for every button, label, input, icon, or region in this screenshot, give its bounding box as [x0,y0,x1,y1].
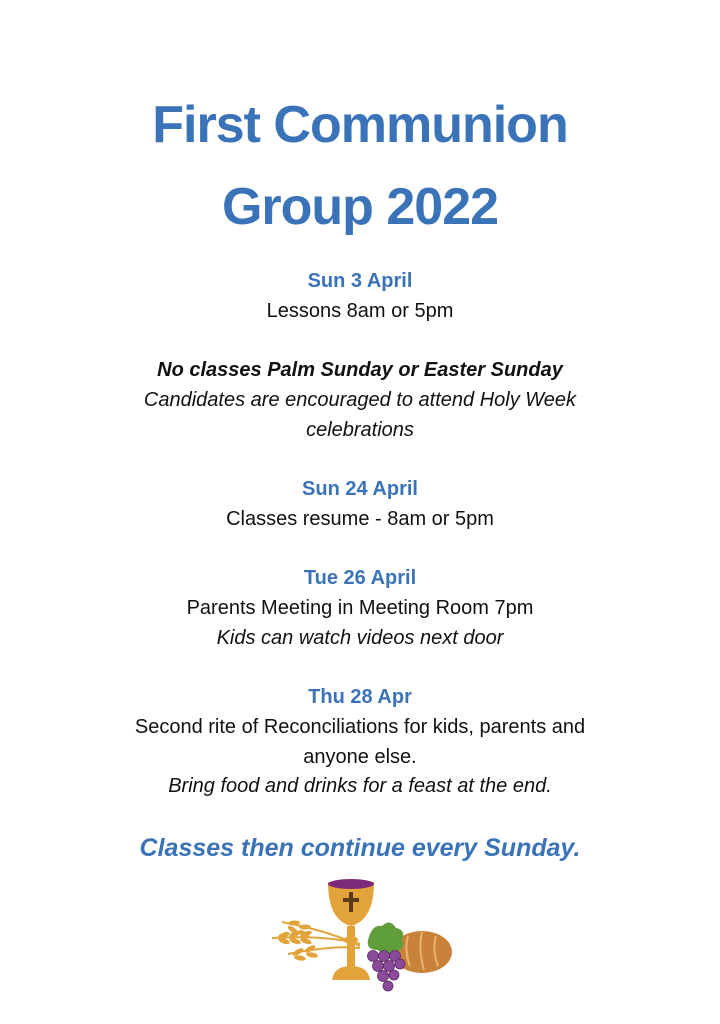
event-detail-3: Parents Meeting in Meeting Room 7pm [186,597,534,619]
event-note-3: Kids can watch videos next door [216,627,504,649]
notice-line-1: Candidates are encouraged to attend Holy Week [143,389,577,411]
notice-title: No classes Palm Sunday or Easter Sunday [157,359,563,381]
page-title-line-1: First Communion [152,96,568,154]
chalice-icon [328,879,374,980]
event-note-4: Bring food and drinks for a feast at the end. [168,775,552,797]
closing-note: Classes then continue every Sunday. [139,834,581,862]
event-date-2: Sun 24 April [302,478,418,500]
event-detail-2: Classes resume - 8am or 5pm [226,508,494,530]
communion-illustration [268,876,454,996]
event-detail-4b: anyone else. [303,746,417,768]
event-date-3: Tue 26 April [303,567,417,589]
event-date-4: Thu 28 Apr [308,686,412,708]
event-detail-1: Lessons 8am or 5pm [266,300,454,322]
event-date-1: Sun 3 April [307,270,413,292]
page-title-line-2: Group 2022 [221,178,499,236]
notice-line-2: celebrations [306,419,414,441]
grapes-icon [368,922,406,991]
event-detail-4a: Second rite of Reconciliations for kids, parents and [134,716,586,738]
